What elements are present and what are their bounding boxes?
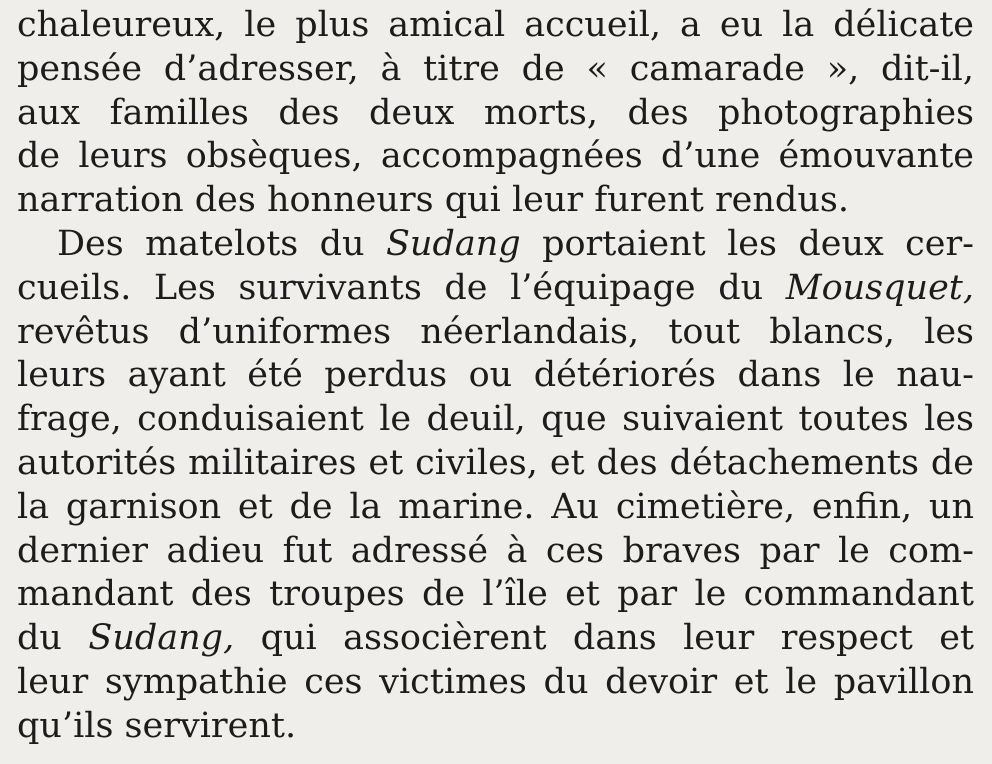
text-line bbox=[17, 486, 974, 530]
text-line bbox=[17, 311, 974, 355]
text-line bbox=[17, 48, 974, 92]
text-segment: autorités militaires et civiles, et des détachements de bbox=[17, 442, 974, 483]
text-segment: qu’ils servirent. bbox=[17, 705, 297, 746]
text-segment: aux familles des deux morts, des photographies bbox=[17, 92, 974, 133]
italic-text: Mousquet, bbox=[785, 267, 974, 308]
text-segment: leur sympathie ces victimes du devoir et le pavillon bbox=[17, 661, 974, 702]
text-line bbox=[17, 705, 974, 749]
text-segment: du bbox=[17, 618, 89, 659]
italic-text: Sudang bbox=[385, 223, 521, 264]
text-segment: portaient les deux cer- bbox=[520, 223, 974, 264]
italic-text: Sudang, bbox=[88, 618, 235, 659]
text-segment: cueils. Les survivants de l’équipage du bbox=[17, 267, 786, 308]
text-segment: dernier adieu fut adressé à ces braves par le com- bbox=[17, 530, 974, 571]
text-line bbox=[17, 4, 974, 48]
text-line bbox=[17, 530, 974, 574]
text-segment: Des matelots du bbox=[57, 223, 386, 264]
text-line bbox=[17, 617, 974, 661]
text-segment: frage, conduisaient le deuil, que suivaient toutes les bbox=[17, 399, 974, 440]
text-segment: la garnison et de la marine. Au cimetière, enfin, un bbox=[17, 486, 974, 527]
text-line bbox=[17, 267, 974, 311]
text-segment: mandant des troupes de l’île et par le commandant bbox=[17, 574, 974, 615]
text-segment: pensée d’adresser, à titre de « camarade », dit-il, bbox=[17, 48, 974, 89]
text-line bbox=[17, 135, 974, 179]
text-line bbox=[17, 223, 974, 267]
text-segment: revêtus d’uniformes néerlandais, tout blancs, les bbox=[17, 311, 974, 352]
text-segment: qui associèrent dans leur respect et bbox=[234, 618, 974, 659]
text-line bbox=[17, 179, 974, 223]
text-line bbox=[17, 661, 974, 705]
paragraph-2 bbox=[17, 223, 974, 749]
text-body bbox=[17, 4, 974, 749]
text-line bbox=[17, 398, 974, 442]
paragraph-1 bbox=[17, 4, 974, 223]
text-line bbox=[17, 92, 974, 136]
text-segment: narration des honneurs qui leur furent rendus. bbox=[17, 180, 849, 221]
text-line bbox=[17, 573, 974, 617]
text-segment: leurs ayant été perdus ou détériorés dans le nau- bbox=[17, 355, 974, 396]
text-line bbox=[17, 354, 974, 398]
text-segment: chaleureux, le plus amical accueil, a eu la délicate bbox=[17, 5, 974, 45]
text-segment: de leurs obsèques, accompagnées d’une émouvante bbox=[17, 136, 974, 177]
text-line bbox=[17, 442, 974, 486]
